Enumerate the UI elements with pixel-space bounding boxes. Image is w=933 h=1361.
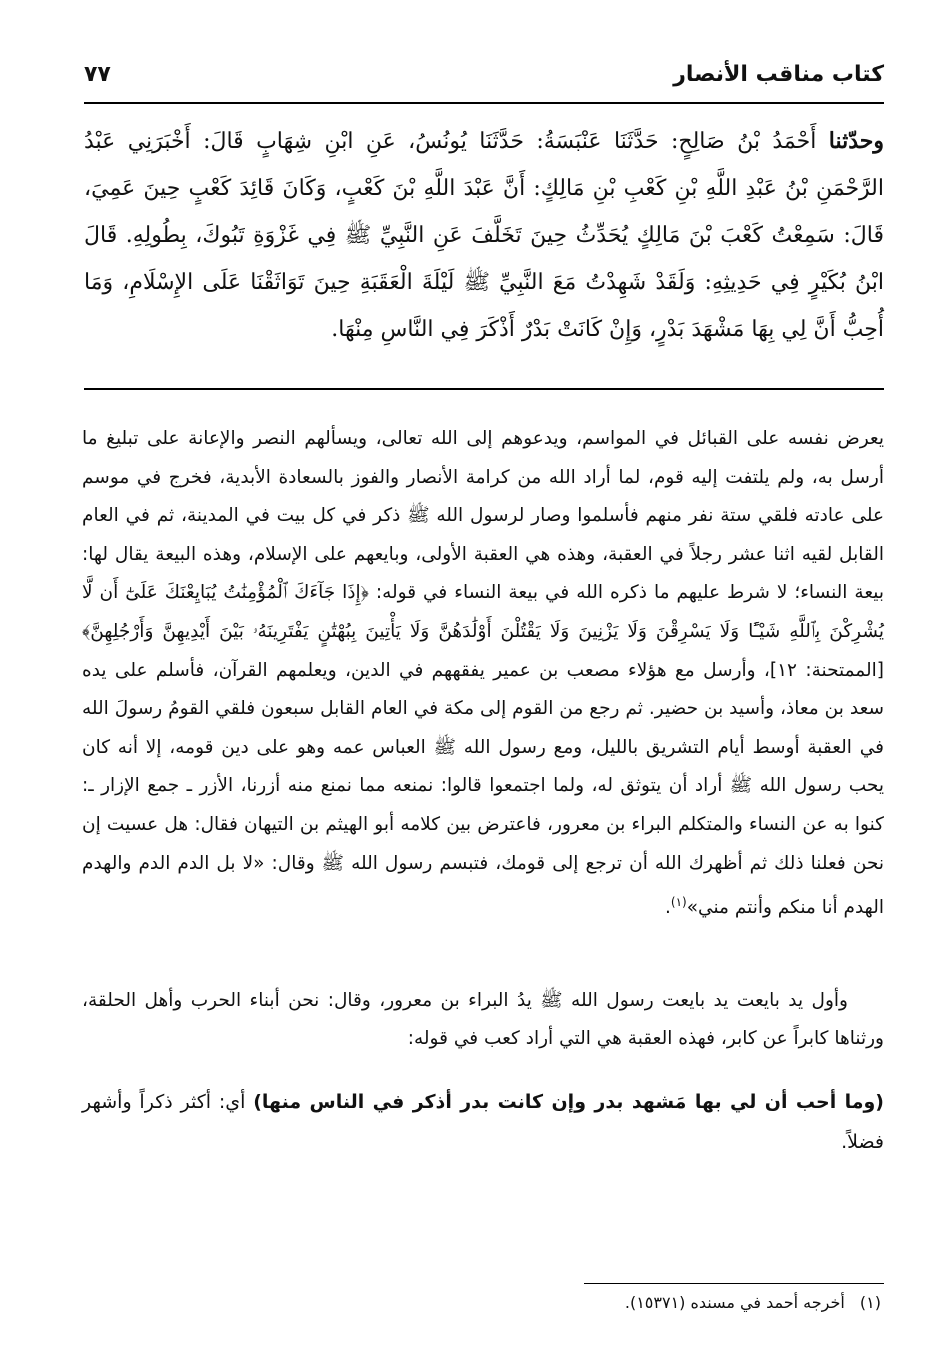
footnote-mark: (١) (859, 1293, 881, 1312)
quoted-phrase-explanation: أي: أكثر ذكراً وأشهر فضلاً. (82, 1091, 884, 1153)
commentary-paragraph-2: وأول يد بايعت يد بايعت رسول الله ﷺ يدُ البراء بن معرور، وقال: نحن أبناء الحرب وأهل الحلقة، ورثناها كابراً عن كابر، فهذه العقبة هي التي أراد كعب في قوله: (82, 990, 884, 1049)
commentary-end: . (664, 897, 671, 919)
quran-verse: ﴿إِذَا جَآءَكَ ٱلْمُؤْمِنَٰتُ يُبَايِعْنَكَ عَلَىٰٓ أَن لَّا يُشْرِكْنَ بِٱللَّهِ شَيْـًٔا وَلَا يَسْرِقْنَ وَلَا يَزْنِينَ وَلَا يَقْتُلْنَ أَوْلَٰدَهُنَّ وَلَا يَأْتِينَ بِبُهْتَٰنٍ يَفْتَرِينَهُۥ بَيْنَ أَيْدِيهِنَّ وَأَرْجُلِهِنَّ﴾ (82, 582, 884, 642)
page-number: ٧٧ (84, 62, 111, 87)
quoted-phrase: (وما أحب أن لي بها مَشهد بدر وإن كانت بدر أذكر في الناس منها) (253, 1091, 884, 1113)
hadith-body: أَحْمَدُ بْنُ صَالِحٍ: حَدَّثَنَا عَنْبَسَةُ: حَدَّثَنَا يُونُسُ، عَنِ ابْنِ شِهَابٍ قَالَ: أَخْبَرَنِي عَبْدُ الرَّحْمَنِ بْنُ عَبْدِ اللَّهِ بْنِ كَعْبِ بْنِ مَالِكٍ: أَنَّ عَبْدَ اللَّهِ بْنَ كَعْبٍ، وَكَانَ قَائِدَ كَعْبٍ حِينَ عَمِيَ، قَالَ: سَمِعْتُ كَعْبَ بْنَ مَالِكٍ يُحَدِّثُ حِينَ تَخَلَّفَ عَنِ النَّبِيِّ ﷺ فِي غَزْوَةِ تَبُوكَ، بِطُولِهِ. قَالَ ابْنُ بُكَيْرٍ فِي حَدِيثِهِ: وَلَقَدْ شَهِدْتُ مَعَ النَّبِيِّ ﷺ لَيْلَةَ الْعَقَبَةِ حِينَ تَوَاثَقْنَا عَلَى الإِسْلَامِ، وَمَا أُحِبُّ أَنَّ لِي بِهَا مَشْهَدَ بَدْرٍ، وَإِنْ كَانَتْ بَدْرٌ أَذْكَرَ فِي النَّاسِ مِنْهَا. (84, 129, 884, 342)
book-title: كتاب مناقب الأنصار (673, 62, 884, 87)
hadith-lead: وحدّثنا (828, 128, 884, 154)
footnote (81, 1293, 881, 1312)
commentary-part1: يعرض نفسه على القبائل في المواسم، ويدعوهم إلى الله تعالى، ويسألهم النصر والإعانة على تبليغ ما أرسل به، ولم يلتفت إليه قوم، لما أراد الله من كرامة الأنصار والفوز بالسعادة الأبدية، فخرج في موسم على عادته فلقي ستة نفر منهم فأسلموا وصار لرسول الله ﷺ ذكر في كل بيت في المدينة، ثم في العام القابل لقيه اثنا عشر رجلاً في العقبة، وهذه هي العقبة الأولى، وبايعهم على الإسلام، وهذه البيعة يقال لها: بيعة النساء؛ لا شرط عليهم ما ذكره الله في بيعة النساء في قوله: (82, 428, 884, 604)
commentary-part2: [الممتحنة: ١٢]، وأرسل مع هؤلاء مصعب بن عمير يفقههم في الدين، ويعلمهم القرآن، فأسلم على يده سعد بن معاذ، وأسيد بن حضير. ثم رجع من القوم إلى مكة في العام القابل سبعون فلقي القومُ رسولَ الله في العقبة أوسط أيام التشريق بالليل، ومع رسول الله ﷺ العباس عمه وهو على دين قومه، إلا أنه كان يحب رسول الله ﷺ أراد أن يتوثق له، ولما اجتمعوا قالوا: نمنعه مما نمنع منه أزرنا، الأزر ـ جمع الإزار ـ: كنوا به عن النساء والمتكلم البراء بن معرور، فاعترض بين كلامه أبو الهيثم بن التيهان فقال: هل عسيت إن نحن فعلنا ذلك ثم أظهرك الله أن ترجع إلى قومك، فتبسم رسول الله ﷺ وقال: «لا بل الدم الدم والهدم الهدم أنا منكم وأنتم مني» (82, 659, 884, 919)
commentary-paragraph-3 (82, 1082, 884, 1162)
header-divider (84, 102, 884, 104)
footnote-text: أخرجه أحمد في مسنده (١٥٣٧١). (624, 1293, 845, 1312)
footnote-reference: (١) (670, 895, 687, 910)
hadith-text (84, 118, 884, 353)
footnote-divider (584, 1283, 884, 1284)
commentary-paragraph (82, 420, 884, 928)
text-commentary-divider (84, 388, 884, 390)
page-header (84, 60, 884, 100)
